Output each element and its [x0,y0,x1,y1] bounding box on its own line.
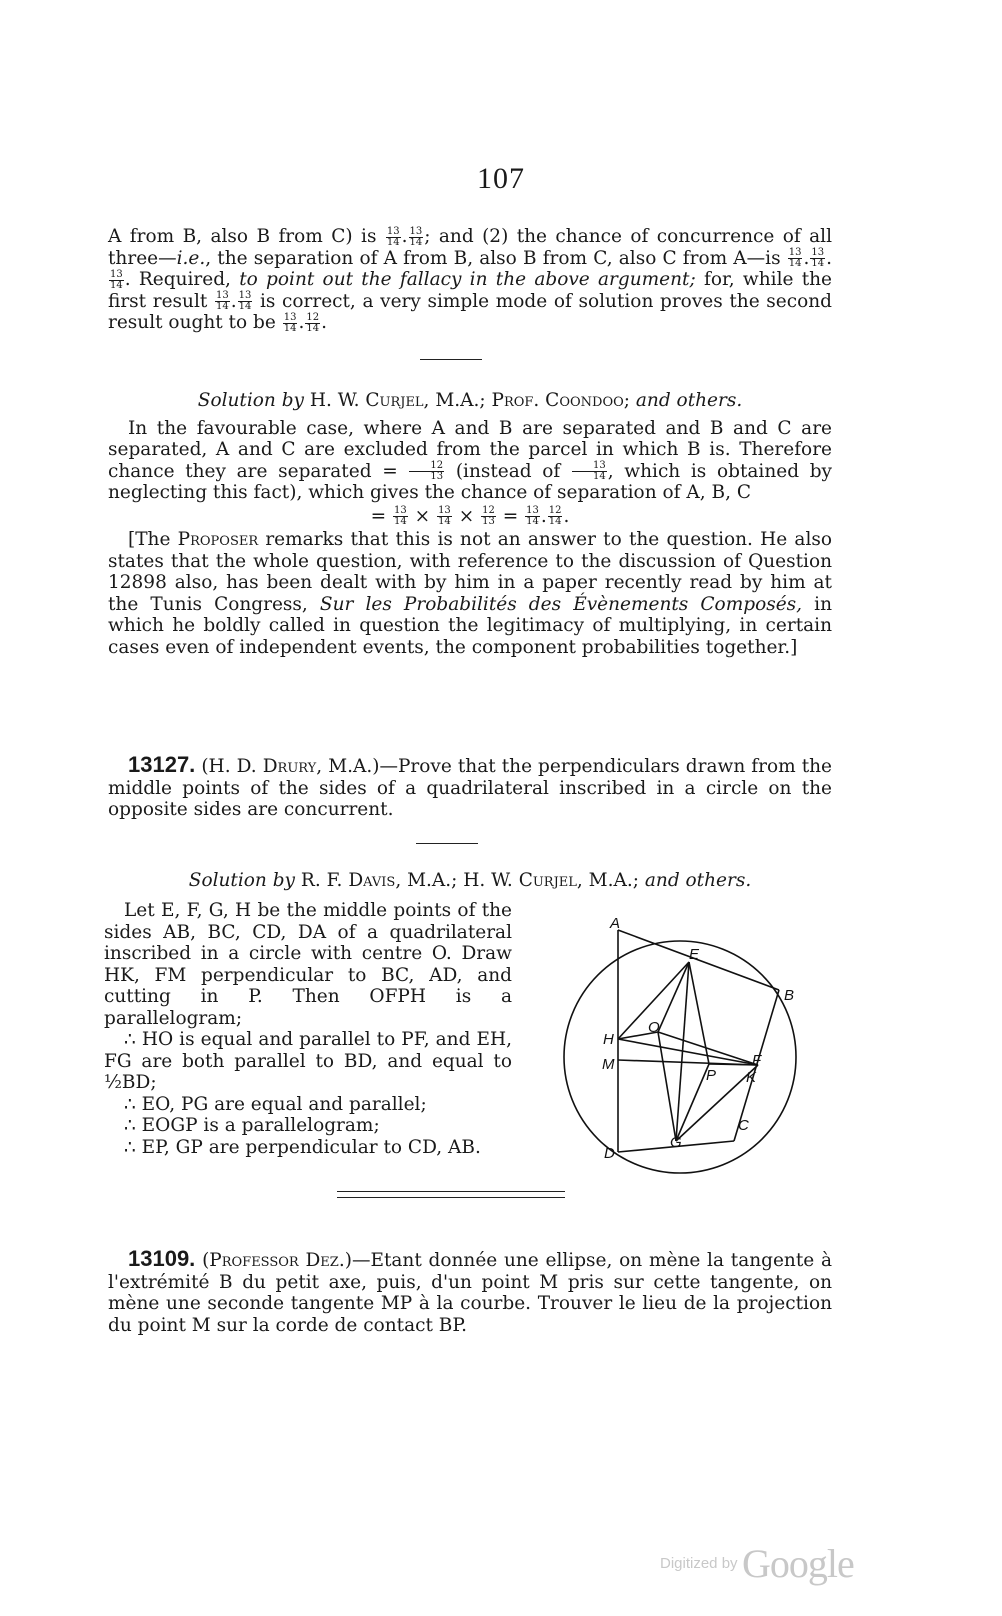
segment-EP [689,962,709,1064]
intro-italic: to point out the fallacy in the above argument; [239,269,696,290]
solution-2-heading: Solution by R. F. Davis, M.A.; H. W. Curjel, M.A.; and others. [188,870,752,891]
solution-1-heading: Solution by H. W. Curjel, M.A.; Prof. Coondoo; and others. [197,390,743,411]
label-B: B [784,987,795,1004]
intro-text: is correct, a very simple mode of solution proves the second result ought to be [108,290,832,333]
label-E: E [689,946,700,963]
proposer-note: [The Proposer remarks that this is not an answer to the question. He also states that the whole question, with reference to the discussion of Question 12898 also, has been dealt with by him in a paper recently read by him at the Tunis Congress, Sur les Probabilités des Évènements Composés, in which he boldly called in question the legitimacy of multiplying, in certain cases even of independent events, the component probabilities together.] [108,529,833,658]
fraction: $\frac{13}{14}$ [238,290,252,312]
label-O: O [648,1019,660,1036]
question-text: —Etant donnée une ellipse, on mène la tangente à l'extrémité B du petit axe, puis, d'un point M pris sur cette tangente, on mène une seconde tangente MP à la courbe. Trouver le lieu de la projection du point M sur la corde de contact BP. [108,1250,833,1336]
intro-text: for, while the first result [108,269,832,312]
label-K: K [746,1069,757,1086]
intro-text: . Required, [124,269,231,290]
label-F: F [752,1052,762,1069]
fraction: $\frac{13}{14}$ [386,225,400,248]
fraction: $\frac{13}{14}$ [409,225,423,248]
question-author: (Professor Dez.) [202,1250,352,1271]
label-P: P [706,1067,717,1084]
solution-2-line: Let E, F, G, H be the middle points of the sides AB, BC, CD, DA of a quadrilateral inscribed in a circle with centre O. Draw HK, FM perpendicular to BC, AD, and cutting in P. Then OFPH is a parallelogram; [104,900,512,1029]
label-H: H [603,1031,614,1048]
intro-paragraph: A from B, also B from C) is $\frac{13}{14}$ . $\frac{13}{14}$ ; and (2) the chance of concurrence of all three—i.e., the separation of A from B, also B from C, also C from A—is $\frac{13}{14}$ . $\frac{13}{14}$ . $\frac{13}{14}$ . Required, to point out the fallacy in the above argument; for, while the first result $\frac{13}{14}$ . $\frac{13}{14}$ is correct, a very simple mode of solution proves the second result ought to be $\frac{13}{14}$ . $\frac{12}{14}$ . [108,225,832,334]
question-text: —Prove that the perpendiculars drawn from the middle points of the sides of a quadrilateral inscribed in a circle on the opposite sides are concurrent. [108,756,832,820]
label-M: M [602,1056,615,1073]
fraction: $\frac{12}{14}$ [306,311,320,334]
divider [416,843,478,844]
label-A: A [610,915,621,932]
solution-1 [108,390,832,658]
solution-2-line: ∴ HO is equal and parallel to PF, and EH, FG are both parallel to BD, and equal to ½BD; [104,1029,512,1093]
intro-text: , the separation of A from B, also B from C, also C from A—is [205,247,781,269]
question-number: 13127. [128,752,196,777]
double-divider-top [337,1191,565,1192]
fraction: $\frac{12}{13}$ [409,461,444,482]
solution-2-line: ∴ EOGP is a parallelogram; [124,1115,380,1136]
fraction: $\frac{13}{14}$ [215,290,229,312]
google-watermark [660,1540,860,1586]
double-divider-bottom [337,1197,565,1198]
intro-italic: i.e. [176,247,206,269]
google-logo: Google [742,1541,854,1586]
digitized-label: Digitized by [660,1555,738,1572]
fraction: $\frac{13}{14}$ [283,311,297,334]
label-G: G [670,1134,682,1151]
label-C: C [738,1117,749,1134]
intro-text: ; and (2) the chance of concurrence of all three— [108,226,832,269]
divider [420,359,482,360]
question-number: 13109. [128,1246,196,1271]
question-13109 [108,1248,832,1336]
label-D: D [604,1145,615,1162]
fraction: $\frac{13}{14}$ [572,461,607,482]
intro-text: . [321,312,327,333]
question-author: (H. D. Drury, M.A.) [201,756,380,777]
segment-PF [709,1064,758,1065]
solution-2-line: ∴ EO, PG are equal and parallel; [124,1093,427,1115]
solution-2-line: ∴ EP, GP are perpendicular to CD, AB. [124,1136,481,1158]
fraction: $\frac{13}{14}$ [110,268,123,291]
question-13127 [108,754,832,821]
geometry-diagram [552,915,812,1182]
fraction: $\frac{13}{14}$ [788,247,802,269]
solution-1-body: In the favourable case, where A and B are separated and B and C are separated, A and C are excluded from the parcel in which B is. Therefore chance they are separated = $\frac{12}{13}$ (instead of $\frac{13}{14}$ , which is obtained by neglecting this fact), which gives the chance of separation of A, B, C [108,417,833,503]
solution-2-body [104,900,512,1158]
fraction: $\frac{13}{14}$ [811,247,825,269]
solution-1-equation: = $\frac{13}{14}$ × $\frac{13}{14}$ × $\frac{12}{13}$ = $\frac{13}{14}$ . $\frac{12}{14}$ . [370,505,570,527]
intro-text: A from B, also B from C) is [108,226,377,247]
page-number: 107 [477,162,525,195]
